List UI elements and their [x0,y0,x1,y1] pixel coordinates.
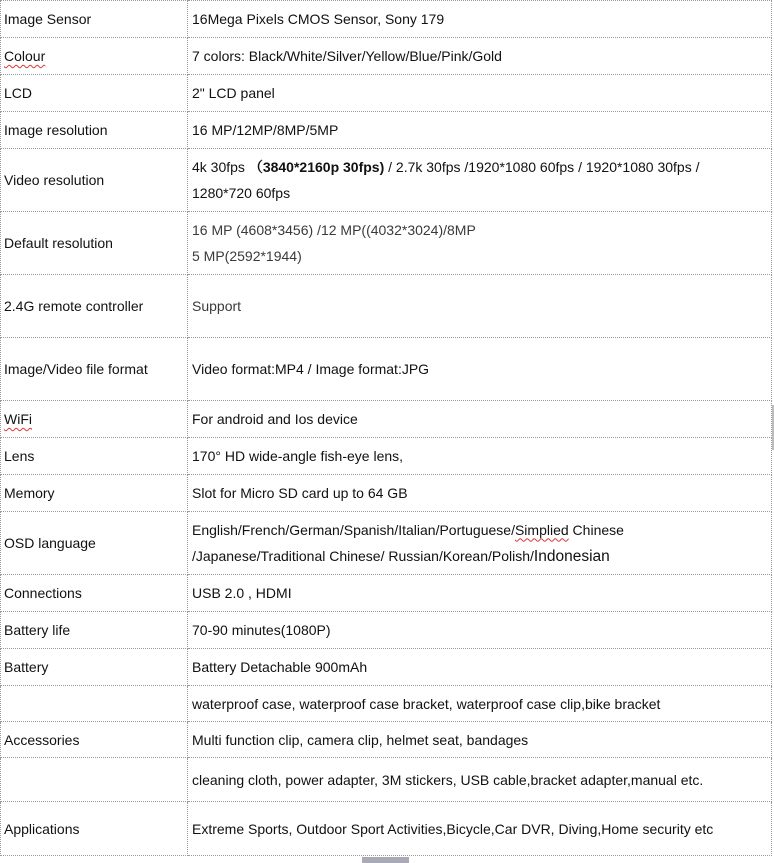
table-row [1,722,772,758]
large-word: Indonesian [533,547,610,565]
row-label-wifi [1,401,188,438]
table-row [1,575,772,612]
table-row [1,686,772,722]
row-label-image-resolution: Image resolution [1,112,188,149]
row-label-default-resolution: Default resolution [1,212,188,275]
row-label-video-resolution: Video resolution [1,149,188,212]
table-row [1,338,772,401]
row-value-accessories-1: waterproof case, waterproof case bracket, waterproof case clip,bike bracket [188,686,772,722]
table-row [1,1,772,38]
spellcheck-word: WiFi [4,411,32,427]
row-value-remote-controller: Support [188,275,772,338]
table-row [1,649,772,686]
row-label-lcd: LCD [1,75,188,112]
row-value-colour: 7 colors: Black/White/Silver/Yellow/Blue/Pink/Gold [188,38,772,75]
value-line: 16 MP (4608*3456) /12 MP((4032*3024)/8MP [192,222,476,238]
value-line: 4k 30fps （3840*2160p 30fps) / 2.7k 30fps /1920*1080 60fps / 1920*1080 30fps / [192,159,700,175]
row-label-blank [1,686,188,722]
table-row [1,401,772,438]
row-value-image-resolution: 16 MP/12MP/8MP/5MP [188,112,772,149]
row-value-default-resolution [188,212,772,275]
table-row [1,149,772,212]
row-label-file-format: Image/Video file format [1,338,188,401]
table-row [1,38,772,75]
value-line: 5 MP(2592*1944) [192,248,302,264]
row-label-applications: Applications [1,802,188,856]
row-value-file-format: Video format:MP4 / Image format:JPG [188,338,772,401]
row-value-image-sensor: 16Mega Pixels CMOS Sensor, Sony 179 [188,1,772,38]
spellcheck-word: Simplied [514,521,569,538]
spellcheck-word: Colour [4,48,46,64]
row-label-blank [1,758,188,802]
row-label-remote-controller: 2.4G remote controller [1,275,188,338]
row-label-colour [1,38,188,75]
value-line: /Japanese/Traditional Chinese/ Russian/Korean/Polish/Indonesian [192,547,610,565]
bold-resolution: （3840*2160p 30fps) [248,159,385,175]
page-indicator [362,857,409,863]
row-value-wifi: For android and Ios device [188,401,772,438]
row-value-osd-language [188,512,772,575]
row-value-video-resolution [188,149,772,212]
row-value-connections: USB 2.0 , HDMI [188,575,772,612]
table-row [1,612,772,649]
row-value-memory: Slot for Micro SD card up to 64 GB [188,475,772,512]
row-value-battery-life: 70-90 minutes(1080P) [188,612,772,649]
row-label-battery-life: Battery life [1,612,188,649]
row-value-applications: Extreme Sports, Outdoor Sport Activities,Bicycle,Car DVR, Diving,Home security etc [188,802,772,856]
value-line: 1280*720 60fps [192,185,291,201]
row-label-lens: Lens [1,438,188,475]
table-row [1,212,772,275]
row-label-memory: Memory [1,475,188,512]
table-row [1,475,772,512]
row-value-battery: Battery Detachable 900mAh [188,649,772,686]
row-value-accessories-3: cleaning cloth, power adapter, 3M stickers, USB cable,bracket adapter,manual etc. [188,758,772,802]
row-label-connections: Connections [1,575,188,612]
row-label-accessories: Accessories [1,722,188,758]
table-row [1,75,772,112]
row-value-lcd: 2" LCD panel [188,75,772,112]
row-label-osd-language: OSD language [1,512,188,575]
table-row [1,512,772,575]
row-value-accessories-2: Multi function clip, camera clip, helmet seat, bandages [188,722,772,758]
value-line: English/French/German/Spanish/Italian/Portuguese/Simplied Chinese [192,521,624,538]
table-row [1,802,772,856]
row-value-lens: 170° HD wide-angle fish-eye lens, [188,438,772,475]
table-row [1,112,772,149]
row-label-battery: Battery [1,649,188,686]
table-row [1,275,772,338]
table-row [1,758,772,802]
row-label-image-sensor: Image Sensor [1,1,188,38]
table-row [1,438,772,475]
